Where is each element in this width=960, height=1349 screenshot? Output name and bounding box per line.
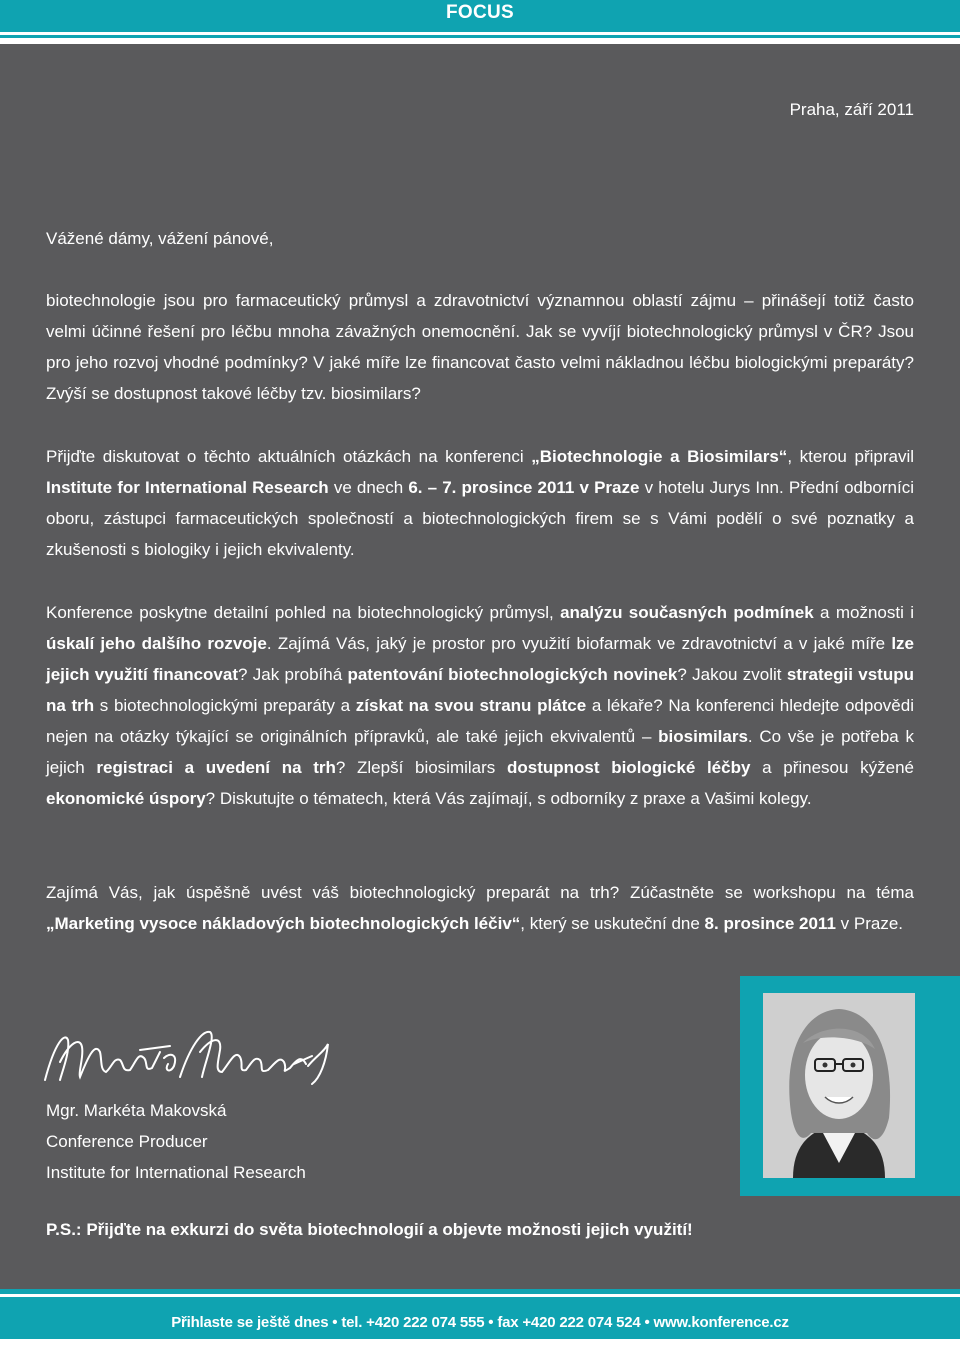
p4-text: , který se uskuteční dne [520, 914, 705, 933]
footer-rule [0, 1289, 960, 1297]
p4-workshop-name: „Marketing vysoce nákladových biotechnologických léčiv“ [46, 914, 521, 933]
p3-bold: dostupnost biologické léčby [506, 758, 751, 777]
p2-organizer: Institute for International Research [46, 478, 329, 497]
footer-bar [0, 1297, 960, 1339]
signer-organization: Institute for International Research [46, 1163, 306, 1182]
footer-website-link[interactable]: www.konference.cz [653, 1314, 789, 1331]
paragraph-2 [46, 441, 914, 565]
header-rule [0, 32, 960, 38]
signature-block [46, 1095, 306, 1188]
p3-text: ? Zlepší biosimilars [335, 758, 507, 777]
letter-date: Praha, září 2011 [789, 100, 914, 119]
p3-text: a lékaře? Na konferenci hledejte odpovědi nejen na otázky týkající se originálních přípravků, ale také jejich ekvivalentů – [46, 696, 914, 746]
p3-text: s biotechnologickými preparáty a [94, 696, 356, 715]
handwritten-signature [40, 1022, 340, 1092]
p4-workshop-date: 8. prosince 2011 [704, 914, 836, 933]
p2-text: v hotelu Jurys Inn. Přední odborníci oboru, zástupci farmaceutických společností a biotechnologických firem se s Vámi podělí o své poznatky a zkušenosti s biologiky i jejich ekvivalenty. [46, 478, 914, 559]
p3-bold: biosimilars [658, 727, 748, 746]
header-title: FOCUS [0, 0, 960, 32]
signer-role: Conference Producer [46, 1132, 208, 1151]
p3-bold: patentování biotechnologických novinek [347, 665, 678, 684]
paragraph-4 [46, 877, 914, 939]
p3-text: ? Diskutujte o tématech, která Vás zajímají, s odborníky z praxe a Vašimi kolegy. [205, 789, 812, 808]
p2-text: , kterou připravil [787, 447, 915, 466]
paragraph-1: biotechnologie jsou pro farmaceutický průmysl a zdravotnictví významnou oblastí zájmu – přinášejí totiž často velmi účinné řešení pro léčbu mnoha závažných onemocnění. Jak se vyvíjí biotechnologický průmysl v ČR? Jsou pro jeho rozvoj vhodné podmínky? V jaké míře lze financovat často velmi nákladnou léčbu biologickými preparáty? Zvýší se dostupnost takové léčby tzv. biosimilars? [46, 291, 914, 403]
p3-text: Konference poskytne detailní pohled na biotechnologický průmysl, [46, 603, 561, 622]
salutation: Vážené dámy, vážení pánové, [46, 229, 274, 248]
p3-text: a možnosti i [813, 603, 914, 622]
p3-bold: strategii vstupu na trh [46, 665, 914, 715]
p3-bold: analýzu současných podmínek [560, 603, 814, 622]
p3-bold: lze jejich využití financovat [46, 634, 914, 684]
p3-text: . Zajímá Vás, jaký je prostor pro využití biofarmak ve zdravotnictví a v jaké míře [266, 634, 892, 653]
p3-bold: úskalí jeho dalšího rozvoje [46, 634, 267, 653]
portrait-photo [763, 993, 915, 1178]
paragraph-3 [46, 597, 914, 814]
p2-dates: 6. – 7. prosince 2011 v Praze [408, 478, 640, 497]
p3-text: ? Jak probíhá [237, 665, 348, 684]
p3-text: a přinesou kýžené [750, 758, 915, 777]
p2-conference-name: „Biotechnologie a Biosimilars“ [531, 447, 788, 466]
p4-text: v Praze. [835, 914, 904, 933]
footer-contact: Přihlaste se ještě dnes • tel. +420 222 074 555 • fax +420 222 074 524 • [171, 1314, 654, 1331]
p3-bold: ekonomické úspory [46, 789, 206, 808]
p2-text: ve dnech [328, 478, 409, 497]
portrait-illustration [763, 993, 915, 1178]
signer-name: Mgr. Markéta Makovská [46, 1101, 227, 1120]
p3-bold: získat na svou stranu plátce [355, 696, 587, 715]
p3-text: . Co vše je potřeba k jejich [46, 727, 914, 777]
p3-bold: registraci a uvedení na trh [96, 758, 336, 777]
p2-text: Přijďte diskutovat o těchto aktuálních otázkách na konferenci [46, 447, 532, 466]
postscript: P.S.: Přijďte na exkurzi do světa biotechnologií a objevte možnosti jejich využití! [46, 1220, 693, 1239]
p4-text: Zajímá Vás, jak úspěšně uvést váš biotechnologický preparát na trh? Zúčastněte se workshopu na téma [46, 883, 914, 902]
p3-text: ? Jakou zvolit [677, 665, 787, 684]
